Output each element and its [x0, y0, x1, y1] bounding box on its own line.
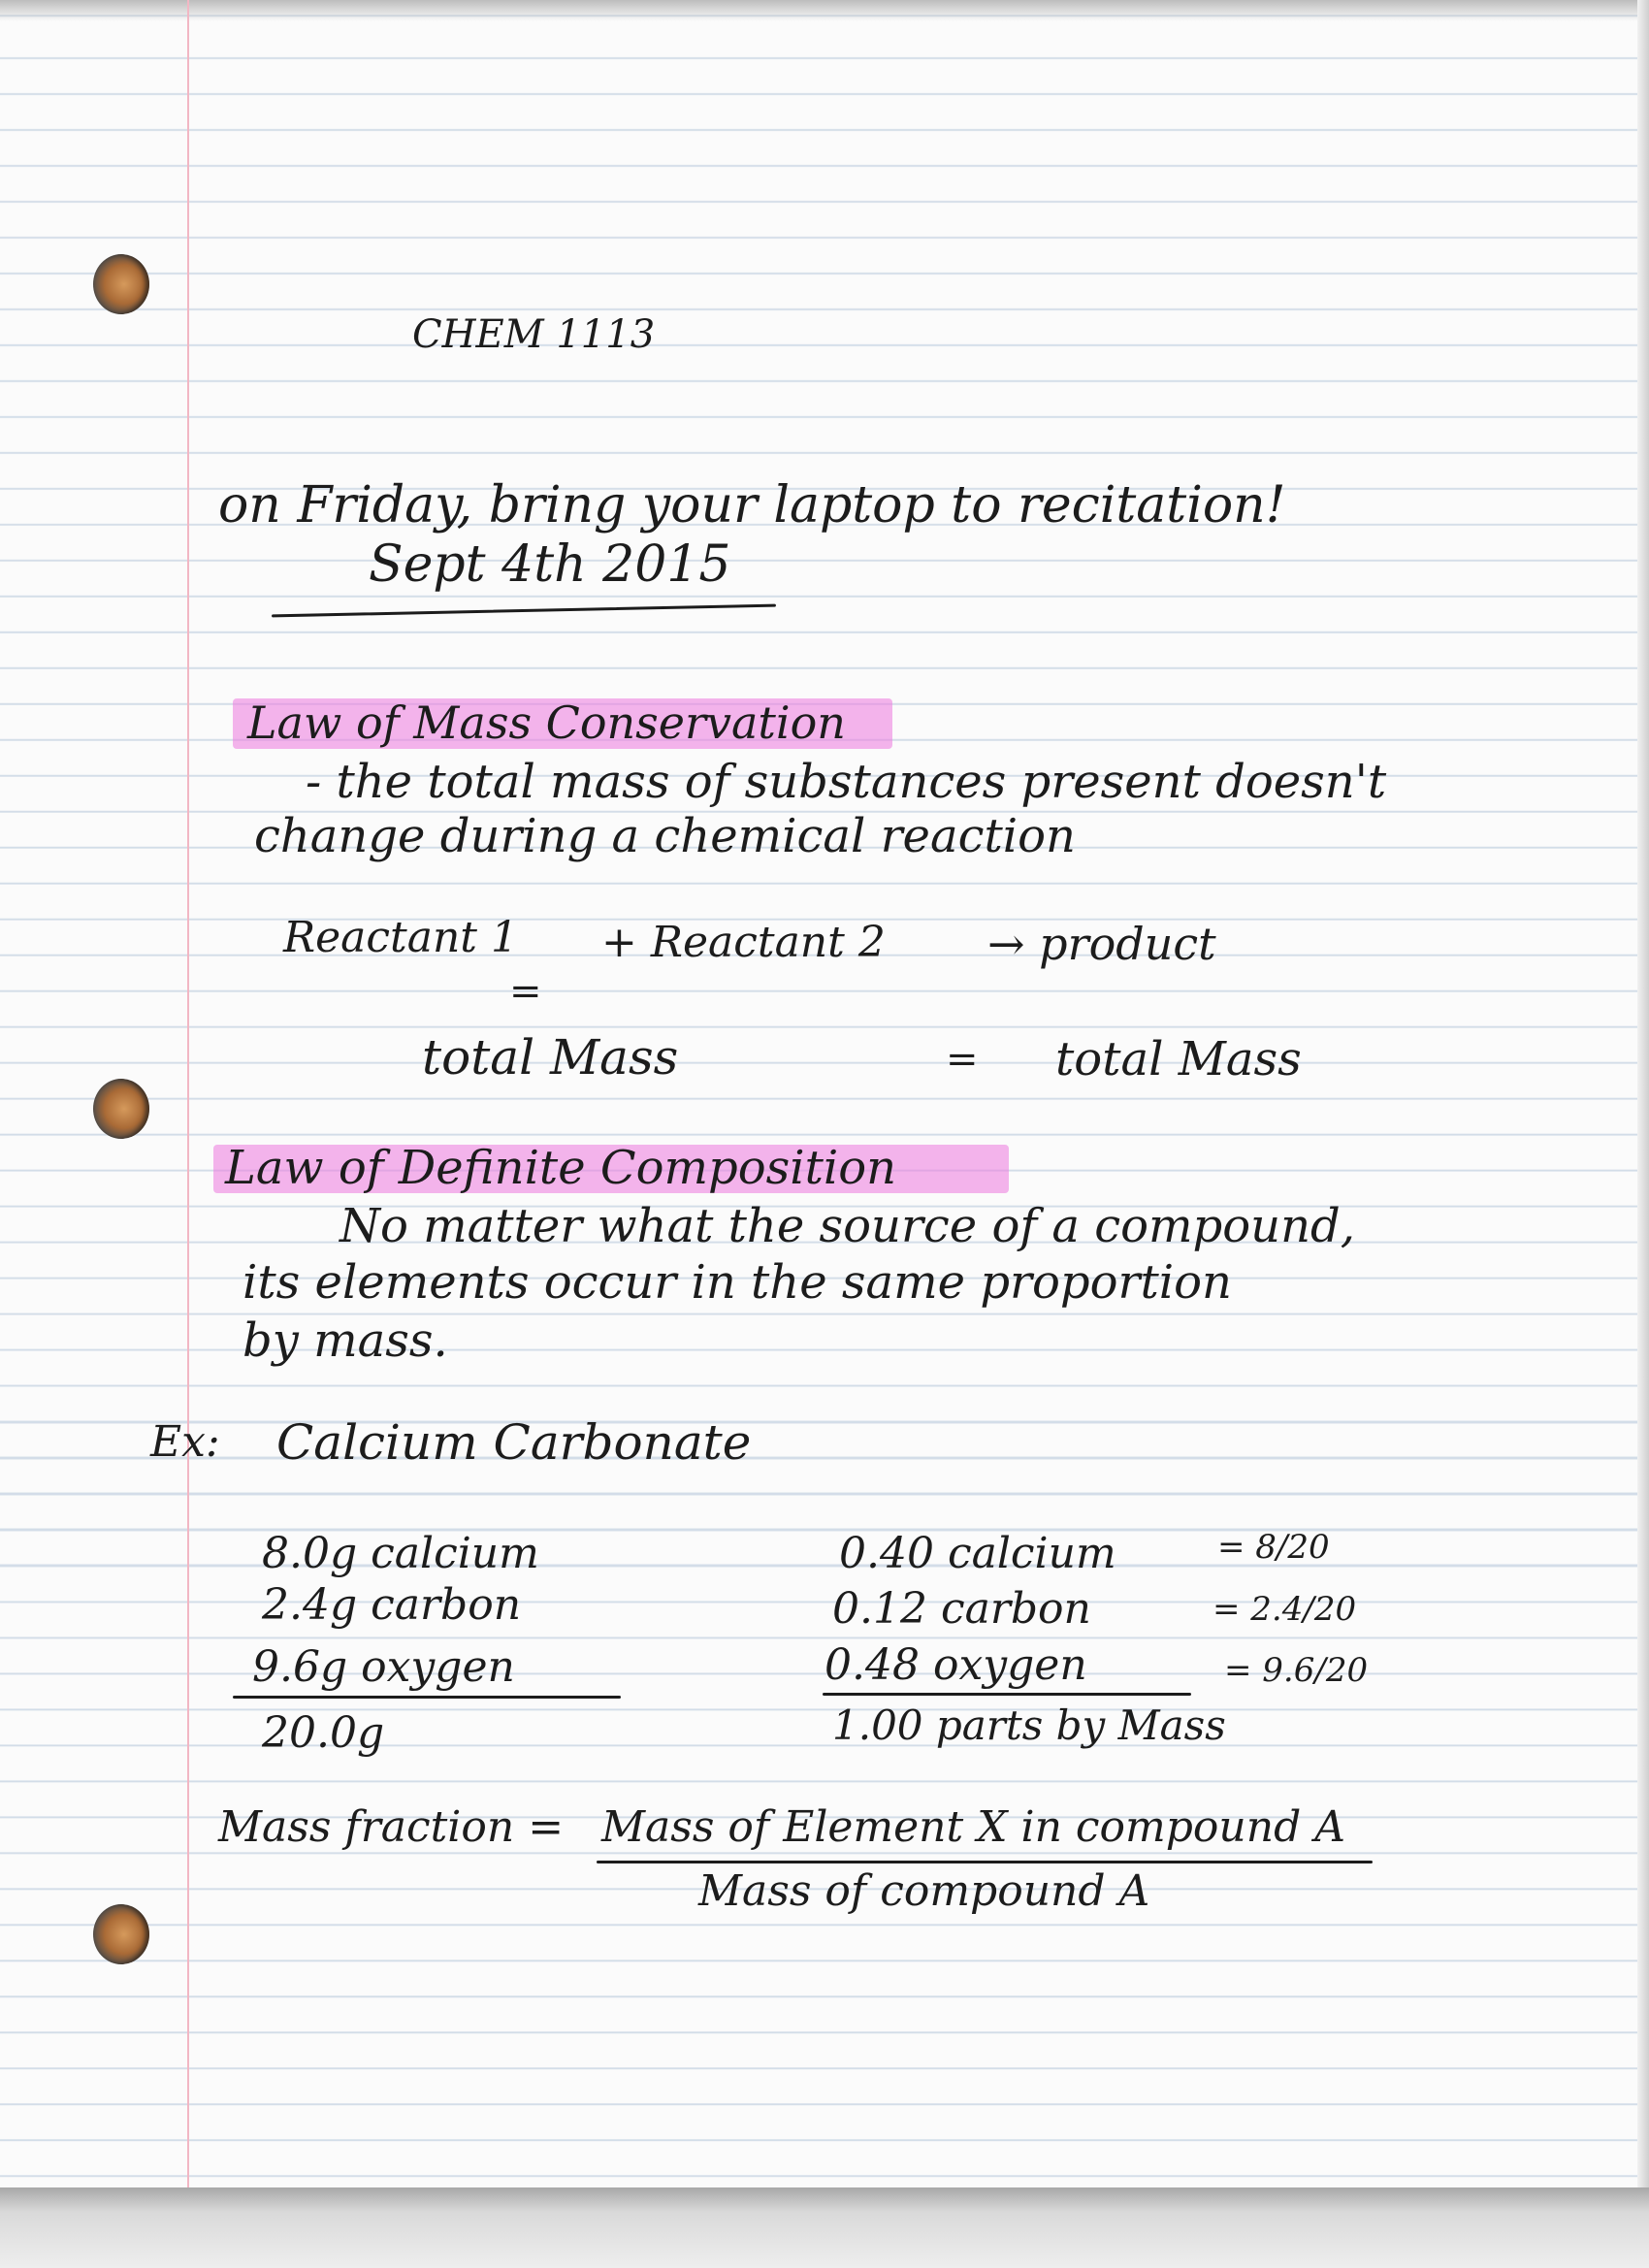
mass-conservation-definition-2: change during a chemical reaction	[254, 809, 1076, 863]
definite-composition-heading: Law of Definite Composition	[225, 1141, 897, 1195]
equation-equals-mark: =	[509, 969, 542, 1014]
definite-composition-line-1: No matter what the source of a compound,	[340, 1199, 1355, 1253]
mass-carbon: 2.4g carbon	[262, 1580, 522, 1630]
course-title: CHEM 1113	[412, 312, 656, 357]
margin-line	[187, 0, 189, 2187]
scan-bottom-strip	[0, 2187, 1649, 2268]
mass-fraction-denominator: Mass of compound A	[698, 1866, 1150, 1916]
announcement-date: Sept 4th 2015	[369, 535, 731, 594]
equation-reactant-2: + Reactant 2	[601, 918, 886, 967]
binder-hole-top	[93, 254, 149, 314]
ratio-oxygen: = 9.6/20	[1224, 1651, 1369, 1690]
ratio-carbon: = 2.4/20	[1212, 1590, 1357, 1629]
mass-calcium: 8.0g calcium	[262, 1529, 539, 1578]
fraction-sum-line	[823, 1693, 1191, 1696]
announcement-line: on Friday, bring your laptop to recitation!	[218, 476, 1286, 535]
scan-right-edge	[1637, 0, 1649, 2268]
mass-conservation-heading: Law of Mass Conservation	[247, 697, 846, 749]
fraction-oxygen: 0.48 oxygen	[824, 1640, 1087, 1690]
mass-oxygen: 9.6g oxygen	[252, 1642, 515, 1692]
mass-fraction-bar	[597, 1861, 1373, 1863]
example-compound: Calcium Carbonate	[276, 1414, 752, 1471]
definite-composition-line-3: by mass.	[242, 1313, 448, 1368]
equation-total-mass-left: total Mass	[422, 1029, 679, 1085]
equation-product: → product	[987, 918, 1216, 970]
example-label: Ex:	[150, 1417, 220, 1467]
scan-top-shadow	[0, 0, 1649, 21]
mass-fraction-label: Mass fraction =	[218, 1802, 565, 1852]
fraction-total: 1.00 parts by Mass	[832, 1701, 1226, 1749]
mass-fraction-numerator: Mass of Element X in compound A	[601, 1802, 1346, 1852]
equation-total-mass-right: total Mass	[1055, 1032, 1302, 1086]
announcement-underline	[272, 604, 776, 618]
definite-composition-line-2: its elements occur in the same proportion	[242, 1255, 1232, 1310]
equation-equals: =	[946, 1037, 979, 1082]
mass-total: 20.0g	[262, 1708, 385, 1758]
equation-reactant-1: Reactant 1	[283, 913, 518, 962]
ratio-calcium: = 8/20	[1217, 1528, 1330, 1567]
mass-sum-line	[233, 1696, 621, 1699]
mass-conservation-definition-1: - the total mass of substances present doesn't	[306, 755, 1387, 809]
fraction-carbon: 0.12 carbon	[832, 1584, 1091, 1634]
binder-hole-bottom	[93, 1904, 149, 1964]
binder-hole-middle	[93, 1079, 149, 1139]
fraction-calcium: 0.40 calcium	[839, 1529, 1116, 1578]
